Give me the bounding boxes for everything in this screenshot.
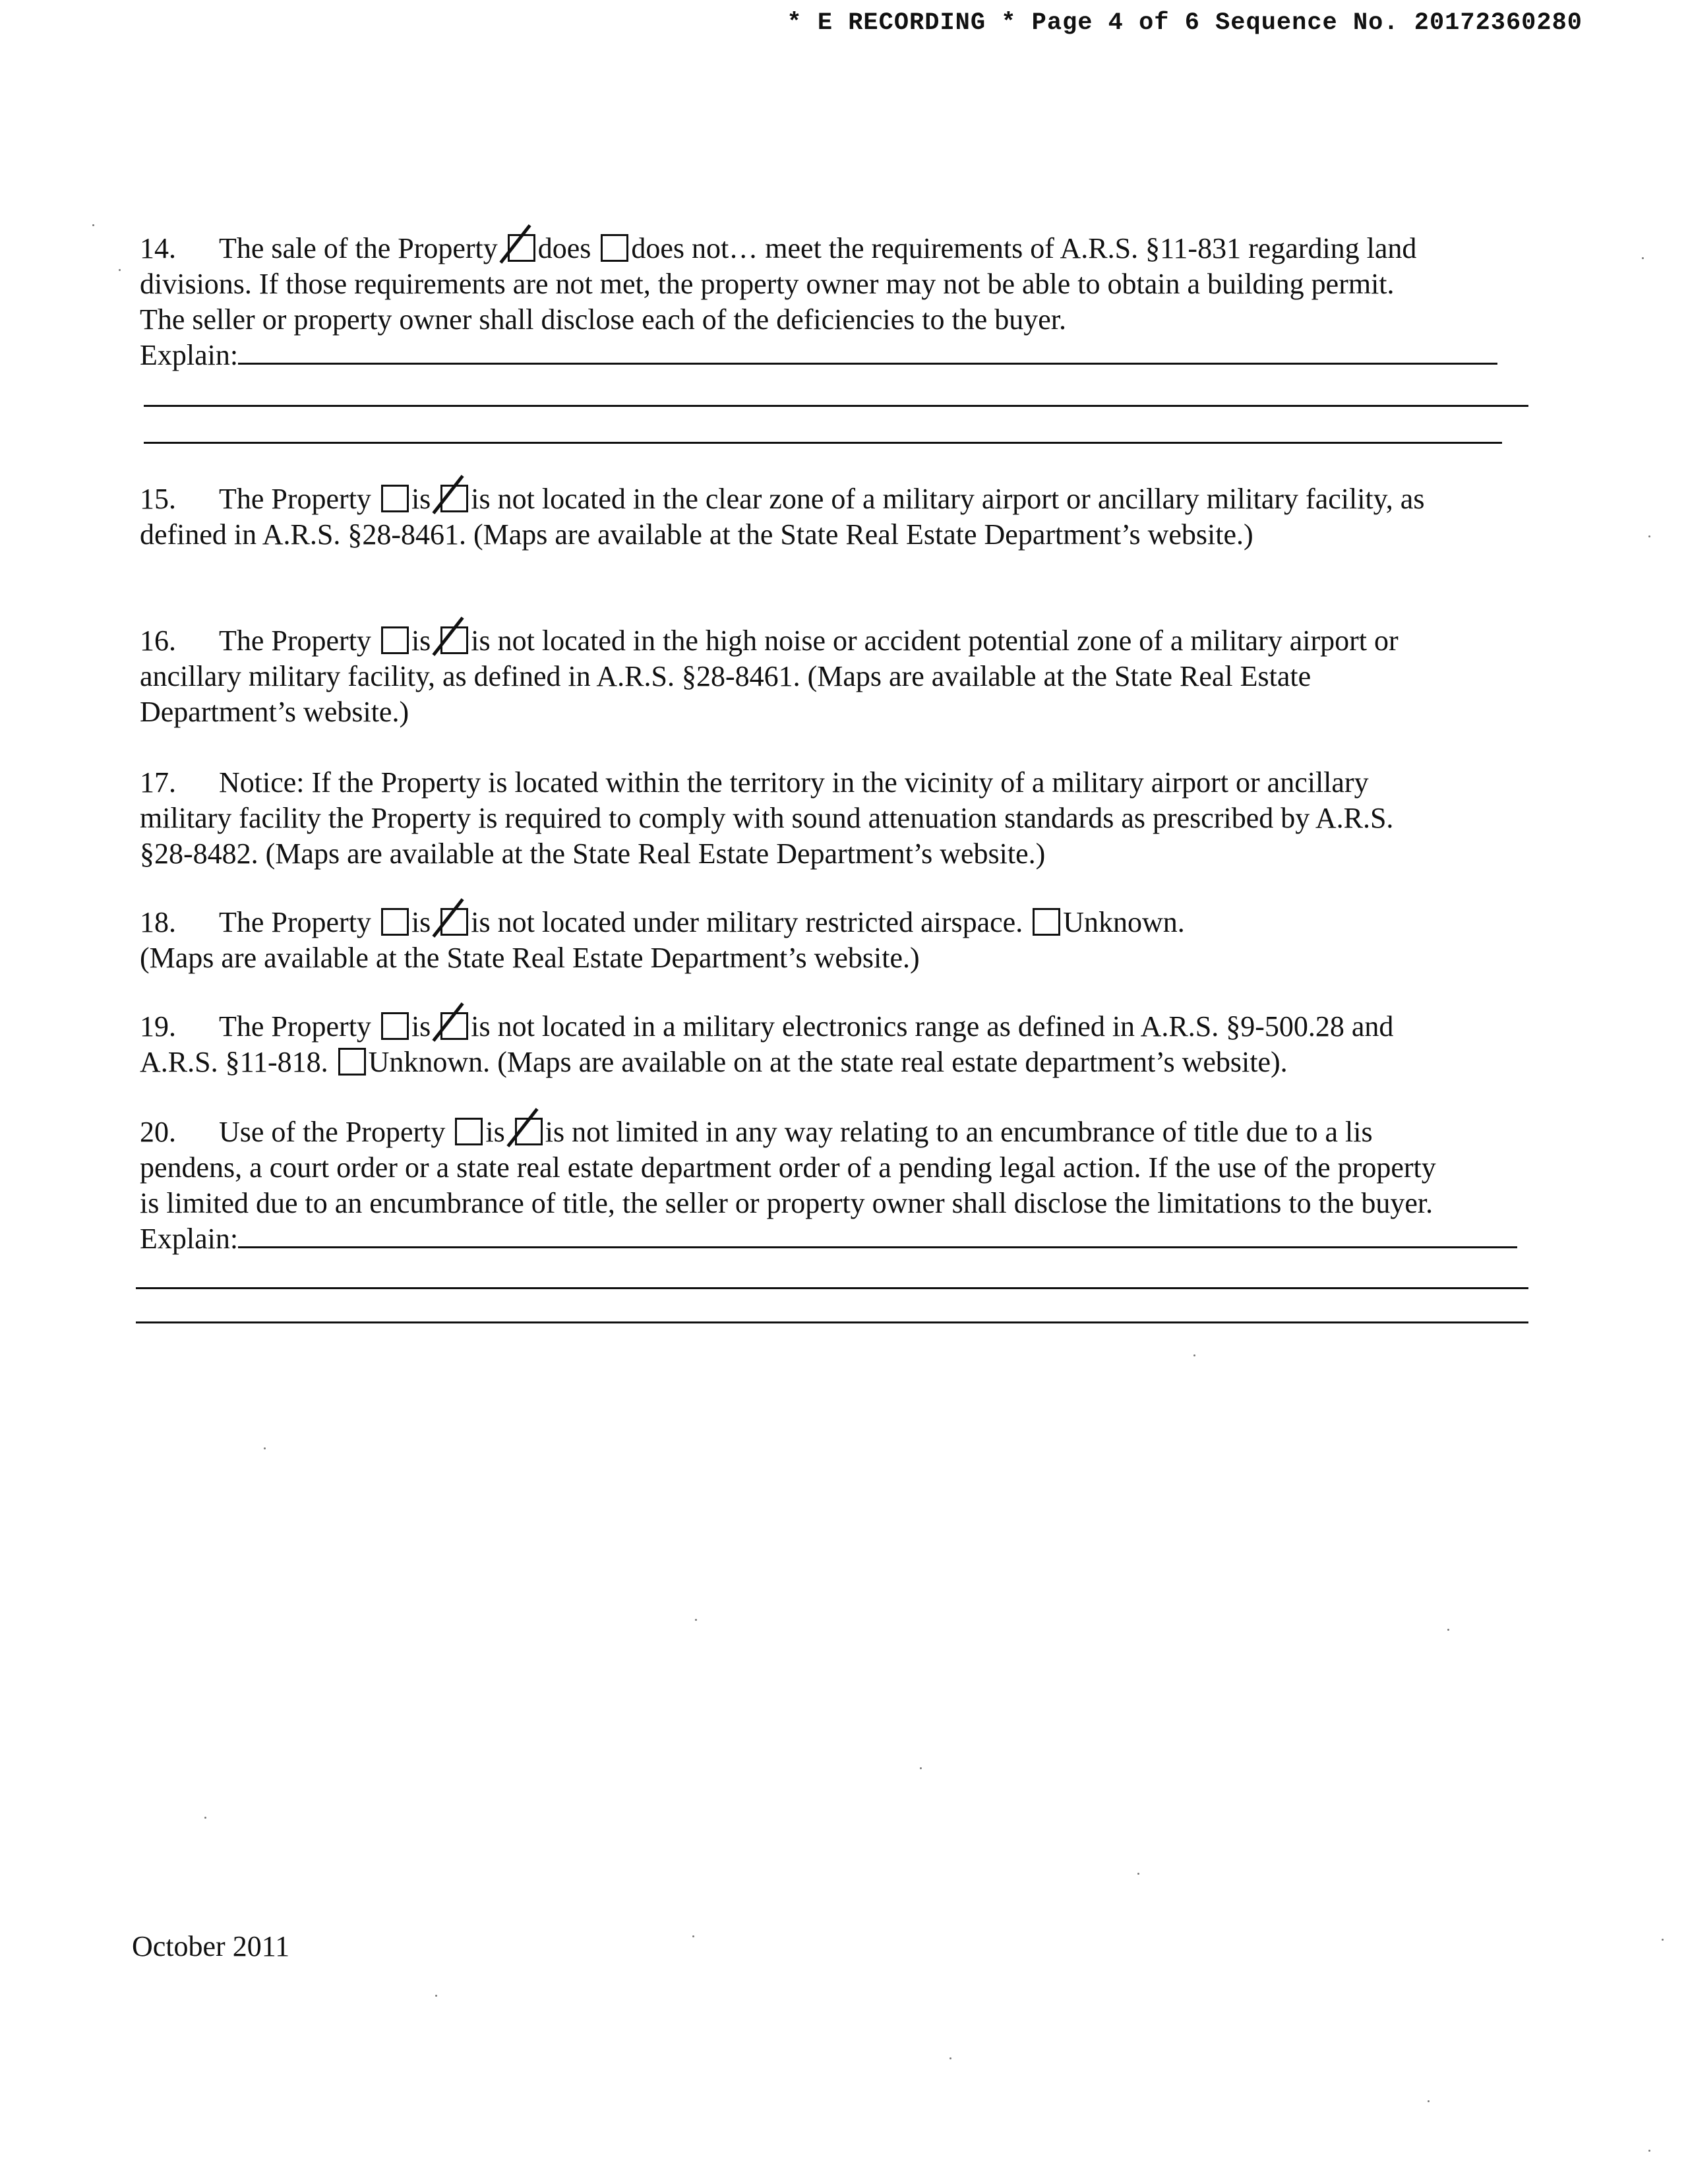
explain-label: Explain:: [140, 339, 239, 371]
checkbox-is[interactable]: [381, 485, 409, 512]
item-text: The Property: [219, 1010, 371, 1043]
item-17-line3: §28-8482. (Maps are available at the State Real Estate Department’s website.): [140, 837, 1046, 870]
item-20: [140, 1114, 1538, 1257]
option-label-is: is: [411, 483, 431, 515]
item-20-line1: [140, 1114, 1538, 1150]
scan-speck: [1193, 1354, 1195, 1356]
checkbox-is[interactable]: [381, 626, 409, 654]
option-label-is: is: [411, 906, 431, 938]
explain-line-3[interactable]: [136, 1321, 1528, 1323]
scan-speck: [92, 224, 94, 226]
recording-header: * E RECORDING * Page 4 of 6 Sequence No. 20172360280: [787, 9, 1582, 37]
explain-line-2[interactable]: [144, 405, 1528, 407]
explain-input-line[interactable]: [238, 361, 1497, 365]
item-18-line2: (Maps are available at the State Real Estate Department’s website.): [140, 942, 920, 974]
item-number: 17.: [140, 766, 176, 799]
item-14-line1: [140, 231, 1538, 266]
item-20-explain: [140, 1221, 1538, 1257]
item-20-line2: pendens, a court order or a state real estate department order of a pending legal action. If the use of the property: [140, 1151, 1436, 1184]
item-16-line3: Department’s website.): [140, 696, 409, 728]
item-text: The Property: [219, 483, 371, 515]
item-14-line3: The seller or property owner shall disclose each of the deficiencies to the buyer.: [140, 303, 1067, 336]
option-label-unknown: Unknown.: [1063, 906, 1185, 938]
item-text: Use of the Property: [219, 1116, 446, 1148]
option-label-is-not: is not located in a military electronics range as defined in A.R.S. §9-500.28 and: [471, 1010, 1394, 1043]
option-label-does: does: [537, 232, 591, 264]
item-16-line2: ancillary military facility, as defined in A.R.S. §28-8461. (Maps are available at the State Real Estate: [140, 660, 1311, 692]
item-14-explain: [140, 338, 1538, 373]
checkbox-is-not-checked[interactable]: [440, 626, 468, 654]
scan-speck: [920, 1767, 922, 1769]
scan-speck: [1428, 2100, 1430, 2102]
scan-speck: [950, 2057, 951, 2059]
scan-speck: [692, 1935, 694, 1937]
item-15-line1: [140, 481, 1538, 517]
option-label-does-not: does not…: [631, 232, 758, 264]
scan-speck: [264, 1447, 266, 1449]
item-20-line3: is limited due to an encumbrance of title, the seller or property owner shall disclose the limitations to the buyer.: [140, 1187, 1433, 1219]
checkbox-is-not-checked[interactable]: [440, 485, 468, 512]
checkbox-does-checked[interactable]: [508, 234, 535, 262]
item-text: Notice: If the Property is located within the territory in the vicinity of a military airport or ancillary: [219, 766, 1369, 799]
item-15-line2: defined in A.R.S. §28-8461. (Maps are available at the State Real Estate Department’s website.): [140, 518, 1253, 551]
item-17-line2: military facility the Property is required to comply with sound attenuation standards as prescribed by A.R.S.: [140, 802, 1394, 834]
item-17-line1: [140, 765, 1538, 801]
item-14-line2: divisions. If those requirements are not met, the property owner may not be able to obtain a building permit.: [140, 268, 1395, 300]
item-number: 14.: [140, 232, 176, 264]
scan-speck: [1642, 257, 1644, 259]
scan-speck: [119, 269, 121, 271]
option-label-unknown: Unknown.: [368, 1046, 491, 1078]
scan-speck: [1662, 1939, 1664, 1941]
item-text: The sale of the Property: [219, 232, 498, 264]
scan-speck: [1648, 2150, 1650, 2152]
checkbox-does-not[interactable]: [601, 234, 628, 262]
item-text: (Maps are available on at the state real estate department’s website).: [497, 1046, 1288, 1078]
option-label-is-not: is not limited in any way relating to an encumbrance of title due to a lis: [545, 1116, 1373, 1148]
scan-speck: [1447, 1629, 1449, 1631]
checkbox-is-not-checked[interactable]: [515, 1118, 543, 1145]
item-19: [140, 1009, 1538, 1080]
option-label-is-not: is not located in the high noise or accident potential zone of a military airport or: [471, 624, 1399, 657]
option-label-is: is: [411, 624, 431, 657]
checkbox-unknown[interactable]: [338, 1048, 366, 1076]
checkbox-is[interactable]: [381, 1012, 409, 1040]
item-19-line2: [140, 1045, 1538, 1080]
item-17: [140, 765, 1538, 872]
option-label-is-not: is not located in the clear zone of a military airport or ancillary military facility, as: [471, 483, 1425, 515]
footer-date: October 2011: [132, 1930, 290, 1962]
item-number: 20.: [140, 1116, 176, 1148]
explain-label: Explain:: [140, 1223, 239, 1255]
item-text: A.R.S. §11-818.: [140, 1046, 328, 1078]
option-label-is-not: is not located under military restricted airspace.: [471, 906, 1023, 938]
scan-speck: [204, 1817, 206, 1819]
scan-speck: [435, 1995, 437, 1997]
item-16: [140, 623, 1538, 730]
explain-input-line[interactable]: [238, 1245, 1517, 1248]
checkbox-unknown[interactable]: [1033, 908, 1060, 936]
item-text: The Property: [219, 624, 371, 657]
item-14: [140, 231, 1538, 373]
scan-speck: [1137, 1873, 1139, 1875]
explain-line-3[interactable]: [144, 442, 1502, 444]
item-text: The Property: [219, 906, 371, 938]
item-text: meet the requirements of A.R.S. §11-831 regarding land: [765, 232, 1417, 264]
explain-line-2[interactable]: [136, 1287, 1528, 1289]
item-number: 18.: [140, 906, 176, 938]
checkbox-is-not-checked[interactable]: [440, 908, 468, 936]
item-18-line1: [140, 905, 1538, 940]
checkbox-is-not-checked[interactable]: [440, 1012, 468, 1040]
scan-speck: [1648, 535, 1650, 537]
item-number: 16.: [140, 624, 176, 657]
item-16-line1: [140, 623, 1538, 659]
item-number: 15.: [140, 483, 176, 515]
item-19-line1: [140, 1009, 1538, 1045]
option-label-is: is: [485, 1116, 505, 1148]
scan-speck: [695, 1619, 697, 1621]
item-number: 19.: [140, 1010, 176, 1043]
option-label-is: is: [411, 1010, 431, 1043]
item-15: [140, 481, 1538, 553]
item-18: [140, 905, 1538, 976]
checkbox-is[interactable]: [381, 908, 409, 936]
checkbox-is[interactable]: [455, 1118, 483, 1145]
